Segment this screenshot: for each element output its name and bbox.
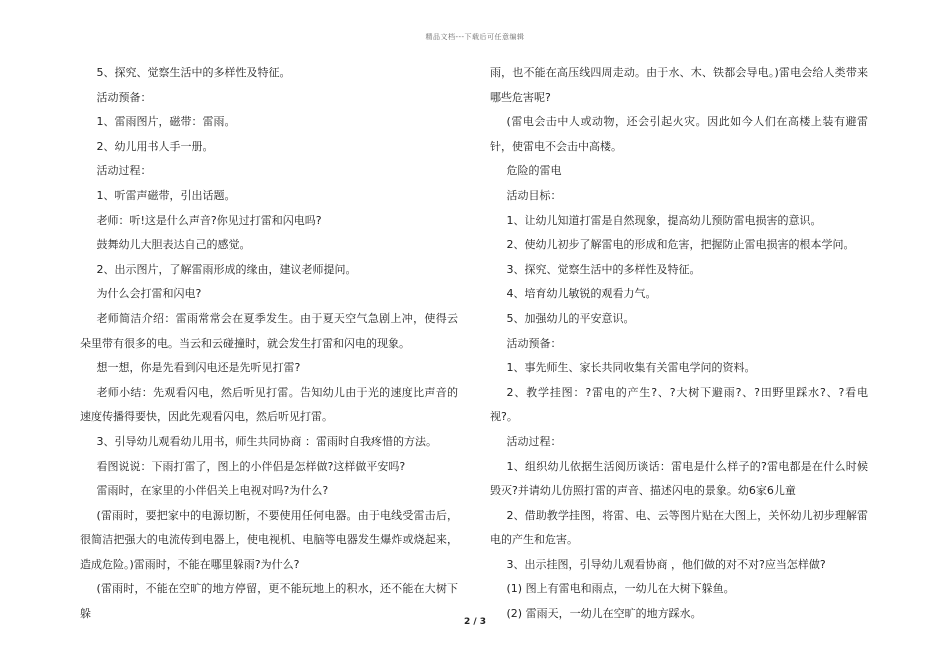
paragraph: 为什么会打雷和闪电?	[96, 287, 202, 301]
paragraph: 2、使幼儿初步了解雷电的形成和危害，把握防止雷电损害的根本学问。	[506, 238, 855, 252]
paragraph: 1、事先师生、家长共同收集有关雷电学问的资料。	[506, 361, 756, 375]
paragraph: 雷雨时，在家里的小伴侣关上电视对吗?为什么?	[96, 484, 329, 498]
page-header-note: 精品文档---下载后可任意编辑	[425, 33, 525, 41]
paragraph: 活动过程：	[96, 164, 152, 178]
paragraph: 2、出示图片，了解雷雨形成的缘由，建议老师提问。	[96, 262, 357, 276]
paragraph: (2) 雷雨天，一幼儿在空旷的地方踩水。	[506, 607, 702, 621]
paragraph: 看图说说：下雨打雷了，图上的小伴侣是怎样做?这样做平安吗?	[96, 459, 406, 473]
paragraph: (雷雨时，不能在空旷的地方停留，更不能玩地上的积水，还不能在大树下躲	[80, 582, 458, 621]
paragraph: 3、引导幼儿观看幼儿用书，师生共同协商 ：雷雨时自我疼惜的方法。	[96, 434, 437, 448]
paragraph: 活动预备：	[96, 90, 152, 104]
paragraph: 活动过程：	[506, 434, 562, 448]
paragraph: 老师：听!这是什么声音?你见过打雷和闪电吗?	[96, 213, 322, 227]
paragraph: 2、借助教学挂图，将雷、电、云等图片贴在大图上，关怀幼儿初步理解雷电的产生和危害。	[490, 508, 868, 547]
continued-paragraph: 雨，也不能在高压线四周走动。由于水、木、铁都会导电。)雷电会给人类带来哪些危害呢?	[490, 66, 868, 104]
left-text-column	[80, 61, 458, 627]
paragraph: 老师小结：先观看闪电，然后听见打雷。告知幼儿由于光的速度比声音的速度传播得要快，因此先观看闪电，然后听见打雷。	[80, 385, 458, 424]
paragraph: 活动预备：	[506, 336, 562, 350]
paragraph: 2、教学挂图：?雷电的产生?、?大树下避雨?、?田野里踩水?、?看电视?。	[490, 385, 868, 424]
paragraph: 3、出示挂图，引导幼儿观看协商 ，他们做的对不对?应当怎样做?	[506, 557, 826, 571]
paragraph: 鼓舞幼儿大胆表达自己的感觉。	[96, 238, 251, 252]
paragraph: (1) 图上有雷电和雨点，一幼儿在大树下躲鱼。	[506, 582, 735, 596]
paragraph: 活动目标：	[506, 188, 562, 202]
right-text-column	[490, 61, 868, 627]
paragraph: 3、探究、觉察生活中的多样性及特征。	[506, 262, 701, 276]
paragraph: 5、加强幼儿的平安意识。	[506, 311, 635, 325]
paragraph: 1、让幼儿知道打雷是自然现象，提高幼儿预防雷电损害的意识。	[506, 213, 822, 227]
paragraph: 老师简洁介绍：雷雨常常会在夏季发生。由于夏天空气急剧上冲，使得云朵里带有很多的电。当云和云碰撞时，就会发生打雷和闪电的现象。	[80, 311, 458, 350]
paragraph: 2、幼儿用书人手一册。	[96, 139, 214, 153]
section-heading: 危险的雷电	[506, 164, 562, 178]
paragraph: 5、探究、觉察生活中的多样性及特征。	[96, 66, 291, 79]
paragraph: 1、组织幼儿依据生活阅历谈话：雷电是什么样子的?雷电都是在什么时候毁灭?并请幼儿仿照打雷的声音、描述闪电的景象。幼6家6儿童	[490, 459, 868, 498]
paragraph: (雷雨时，要把家中的电源切断，不要使用任何电器。由于电线受雷击后，很简洁把强大的电流传到电器上，使电视机、电脑等电器发生爆炸或烧起来，造成危险。)雷雨时，不能在哪里躲雨?为什么?	[80, 508, 458, 571]
paragraph: 4、培育幼儿敏锐的观看力气。	[506, 287, 657, 301]
paragraph: (雷电会击中人或动物，还会引起火灾。因此如今人们在高楼上装有避雷针，使雷电不会击中高楼。	[490, 115, 868, 153]
paragraph: 想一想，你是先看到闪电还是先听见打雷?	[96, 361, 301, 375]
paragraph: 1、雷雨图片，磁带：雷雨。	[96, 115, 236, 129]
paragraph: 1、听雷声磁带，引出话题。	[96, 188, 236, 202]
page-number: 2 / 3	[463, 617, 487, 627]
